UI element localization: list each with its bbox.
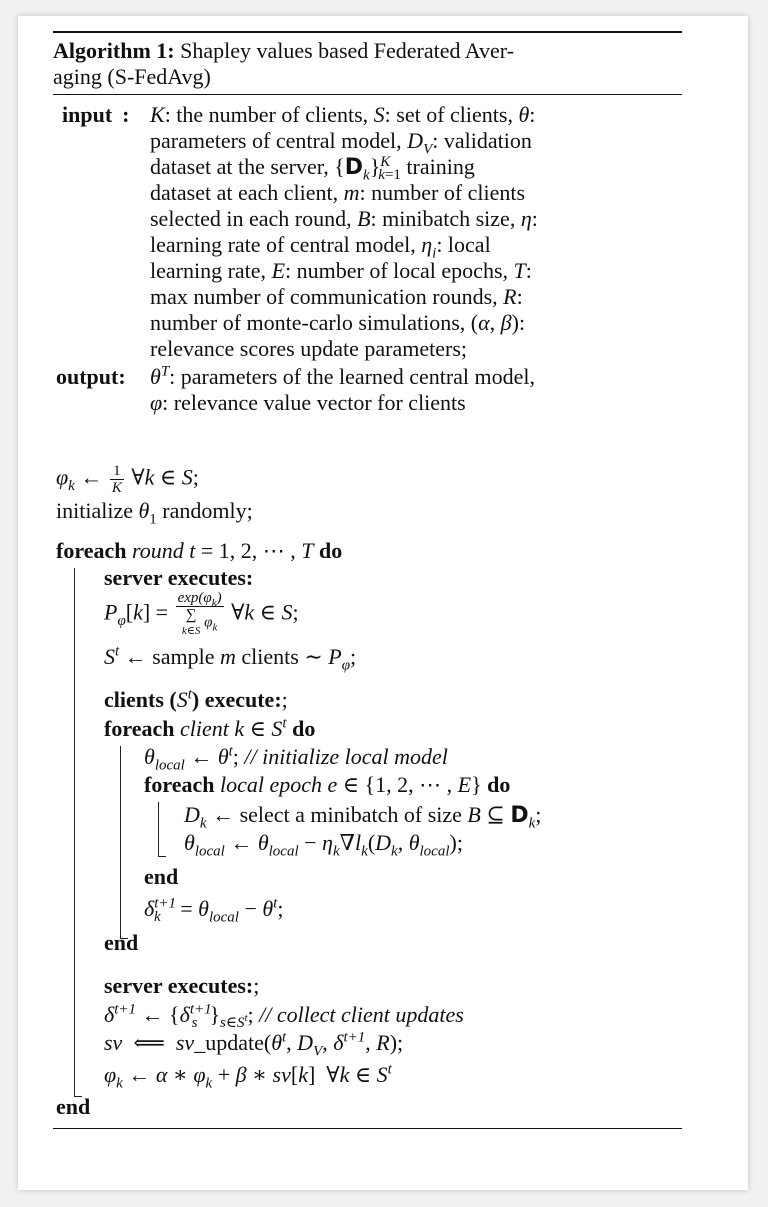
select-minibatch-line: $D_k$ ← select a minibatch of size B ⊆ $D_k$;	[184, 802, 542, 832]
client-loop-bar	[120, 746, 121, 938]
collect-updates-line: $\delta^{t+1}$ ← {$\delta^{t+1}_s$ }$_{s\in S^t}$; // collect client updates	[104, 1001, 464, 1032]
local-init-line: $\theta_{local}$ ← $\theta^t$; // initialize local model	[144, 743, 448, 774]
output-line-2: φ: relevance value vector for clients	[150, 390, 466, 415]
input-line-7: learning rate, E: number of local epochs, T:	[150, 258, 532, 283]
init-relevance-line: $\varphi_k$ ← $\frac{1}{K}$ ∀k ∈ S;	[56, 463, 199, 496]
output-label: output:	[56, 364, 126, 389]
probability-line: $P_\varphi[k]$ = $\exp(\varphi_k)$ ∑ k∈S $\varphi_k$ ∀k ∈ S;	[104, 590, 299, 637]
input-line-3: dataset at the server, $\{D_k\}^K_{k=1}$ training	[150, 153, 475, 184]
relevance-update-line: $\varphi_k$ ← α ∗ $\varphi_k + \beta$ ∗ sv[k] ∀k ∈ $S^t$	[104, 1061, 392, 1092]
input-line-9: number of monte-carlo simulations, (α, β):	[150, 310, 526, 335]
algorithm-title-line-2	[53, 64, 211, 90]
epoch-loop-bar	[158, 802, 159, 856]
algorithm-label: Algorithm 1:	[53, 38, 175, 63]
algorithm-title-line-1	[53, 38, 514, 64]
init-theta-line: initialize $\theta_1$ randomly;	[56, 498, 253, 528]
sample-clients-line: $S^t$ ← sample m clients ∼ $P_\varphi$;	[104, 643, 357, 674]
foreach-client-line: foreach client k ∈ $S^t$ do	[104, 715, 316, 741]
outer-loop-bar	[74, 568, 75, 1096]
end-round-loop: end	[56, 1094, 91, 1119]
server-executes-1: server executes:	[104, 565, 254, 590]
algorithm-title-2: aging (S-FedAvg)	[53, 64, 211, 89]
output-line-1: $\theta^T$: parameters of the learned central model,	[150, 363, 536, 389]
input-line-6: learning rate of central model, $\eta_i$: local	[150, 232, 491, 262]
delta-line: $\delta^{t+1}_k = \theta_{local} - \theta^t$;	[144, 895, 284, 926]
bottom-rule	[53, 1128, 682, 1129]
input-line-10: relevance scores update parameters;	[150, 336, 467, 361]
foreach-epoch-line: foreach local epoch e ∈ {1, 2, ⋯ , E} do	[144, 772, 511, 797]
local-update-line: $\theta_{local}$ ← $\theta_{local} - \eta_k\nabla l_k(D_k$, $\theta_{local}$);	[184, 830, 463, 860]
server-executes-2: server executes:;	[104, 973, 260, 998]
input-line-2: parameters of central model, $D_V$: validation	[150, 128, 532, 158]
input-line-5: selected in each round, B: minibatch size, η:	[150, 206, 538, 231]
input-line-1: K: the number of clients, S: set of clients, θ:	[150, 102, 536, 127]
title-rule	[53, 94, 682, 95]
input-label: input :	[62, 102, 130, 127]
foreach-round-line: foreach round t = 1, 2, ⋯ , T do	[56, 538, 343, 563]
input-line-8: max number of communication rounds, R:	[150, 284, 523, 309]
top-rule	[53, 31, 682, 33]
sv-update-line: sv ⟸ $sv\_update(\theta^t$, $D_V$, $\delta^{t+1}$, R);	[104, 1029, 404, 1060]
epoch-loop-foot	[158, 856, 166, 857]
end-epoch-loop: end	[144, 864, 179, 889]
clients-execute-line: clients $(S^t)$ execute:;	[104, 686, 288, 712]
algorithm-title-1: Shapley values based Federated Aver-	[180, 38, 515, 63]
algorithm-card	[18, 16, 748, 1190]
input-line-4: dataset at each client, m: number of clients	[150, 180, 526, 205]
end-client-loop: end	[104, 930, 139, 955]
